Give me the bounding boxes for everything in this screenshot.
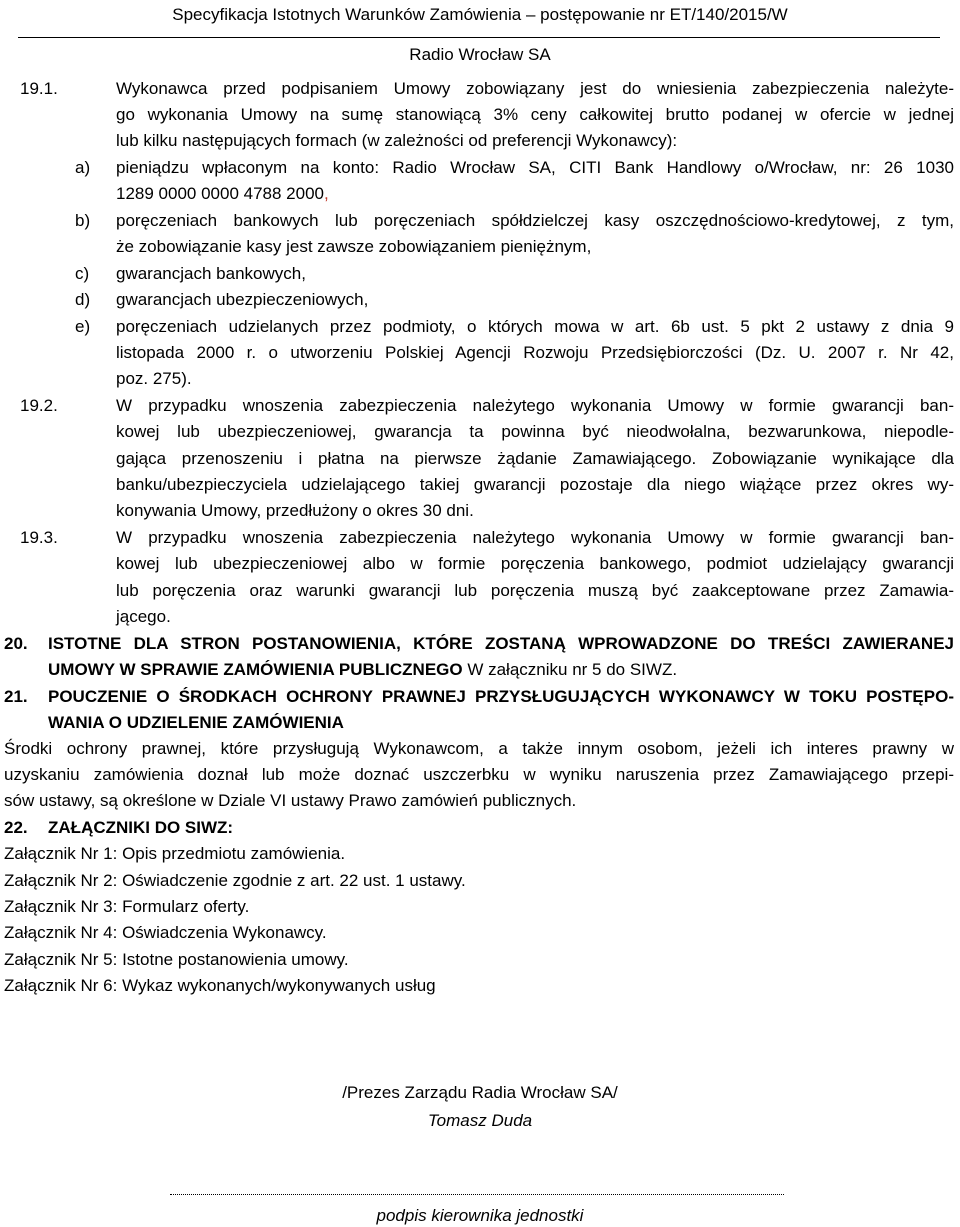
section-heading-rest: W załączniku nr 5 do SIWZ.: [462, 660, 678, 679]
document-title: Specyfikacja Istotnych Warunków Zamówienia – postępowanie nr ET/140/2015/W: [172, 5, 788, 24]
section-number: 19.3.: [20, 528, 58, 547]
section-number: 21.: [4, 687, 28, 706]
paragraph-line: lub kilku następujących formach (w zależności od preferencji Wykonawcy):: [116, 131, 678, 150]
list-item-line: poręczeniach udzielanych przez podmioty, o których mowa w art. 6b ust. 5 pkt 2 ustawy z dnia 9: [116, 317, 954, 336]
header-rule: [18, 37, 940, 38]
paragraph-line: uzyskaniu zamówienia doznał lub może doznać uszczerbku w wyniku naruszenia przez Zamawiającego przepi-: [4, 765, 954, 784]
signatory-title: /Prezes Zarządu Radia Wrocław SA/: [342, 1083, 618, 1102]
attachment-item: Załącznik Nr 1: Opis przedmiotu zamówienia.: [4, 844, 346, 863]
signature-line: [170, 1194, 784, 1195]
attachment-item: Załącznik Nr 6: Wykaz wykonanych/wykonywanych usług: [4, 976, 436, 995]
paragraph-line: Wykonawca przed podpisaniem Umowy zobowiązany jest do wniesienia zabezpieczenia należyte-: [116, 79, 954, 98]
section-heading: ZAŁĄCZNIKI DO SIWZ:: [48, 818, 234, 837]
paragraph-line: lub poręczenia oraz warunki gwarancji lub poręczenia muszą być zaakceptowane przez Zamawia-: [116, 581, 954, 600]
attachment-item: Załącznik Nr 5: Istotne postanowienia umowy.: [4, 950, 349, 969]
list-item-line: listopada 2000 r. o utworzeniu Polskiej Agencji Rozwoju Przedsiębiorczości (Dz. U. 2007 r. Nr 42,: [116, 343, 954, 362]
list-item-line: pieniądzu wpłaconym na konto: Radio Wrocław SA, CITI Bank Handlowy o/Wrocław, nr: 26 1030: [116, 158, 954, 177]
paragraph-line: go wykonania Umowy na sumę stanowiącą 3% ceny całkowitej brutto podanej w ofercie w jednej: [116, 105, 954, 124]
list-marker: b): [75, 211, 91, 230]
list-marker: e): [75, 317, 91, 336]
attachment-item: Załącznik Nr 3: Formularz oferty.: [4, 897, 250, 916]
organization-name: Radio Wrocław SA: [409, 45, 551, 64]
section-heading: ISTOTNE DLA STRON POSTANOWIENIA, KTÓRE ZOSTANĄ WPROWADZONE DO TREŚCI ZAWIERANEJ: [48, 634, 954, 653]
paragraph-line: banku/ubezpieczyciela udzielającego takiej gwarancji pozostaje dla niego wiążące przez okres wy-: [116, 475, 954, 494]
section-heading: WANIA O UDZIELENIE ZAMÓWIENIA: [48, 713, 344, 732]
list-item-line: poręczeniach bankowych lub poręczeniach spółdzielczej kasy oszczędnościowo-kredytowej, z tym,: [116, 211, 954, 230]
signature-caption: podpis kierownika jednostki: [376, 1206, 584, 1225]
list-marker: c): [75, 264, 90, 283]
attachment-item: Załącznik Nr 4: Oświadczenia Wykonawcy.: [4, 923, 327, 942]
paragraph-line: sów ustawy, są określone w Dziale VI ustawy Prawo zamówień publicznych.: [4, 791, 577, 810]
attachment-item: Załącznik Nr 2: Oświadczenie zgodnie z art. 22 ust. 1 ustawy.: [4, 871, 466, 890]
section-number: 19.1.: [20, 79, 58, 98]
paragraph-line: W przypadku wnoszenia zabezpieczenia należytego wykonania Umowy w formie gwarancji ban-: [116, 528, 954, 547]
list-item-line: gwarancjach ubezpieczeniowych,: [116, 290, 369, 309]
section-number: 20.: [4, 634, 28, 653]
paragraph-line: Środki ochrony prawnej, które przysługują Wykonawcom, a także innym osobom, jeżeli ich interes prawny w: [4, 739, 954, 758]
paragraph-line: kowej lub ubezpieczeniowej albo w formie poręczenia bankowego, podmiot udzielający gwarancji: [116, 554, 954, 573]
list-item-line: [116, 183, 329, 205]
paragraph-line: kowej lub ubezpieczeniowej, gwarancja ta powinna być nieodwołalna, bezwarunkowa, niepodle-: [116, 422, 954, 441]
paragraph-line: jącego.: [116, 607, 171, 626]
list-marker: a): [75, 158, 91, 177]
section-number: 19.2.: [20, 396, 58, 415]
list-item-line: gwarancjach bankowych,: [116, 264, 306, 283]
signatory-name: Tomasz Duda: [427, 1111, 533, 1130]
paragraph-line: konywania Umowy, przedłużony o okres 30 dni.: [116, 501, 474, 520]
paragraph-line: gająca przenoszeniu i płatna na pierwsze żądanie Zamawiającego. Zobowiązanie wynikające dla: [116, 449, 954, 468]
account-number-end: 1289 0000 0000 4788 2000: [116, 184, 324, 203]
list-item-line: że zobowiązanie kasy jest zawsze zobowiązaniem pieniężnym,: [116, 237, 592, 256]
red-comma: ,: [323, 184, 329, 203]
list-item-line: poz. 275).: [116, 369, 192, 388]
section-heading-line: [48, 659, 677, 681]
section-heading: POUCZENIE O ŚRODKACH OCHRONY PRAWNEJ PRZYSŁUGUJĄCYCH WYKONAWCY W TOKU POSTĘPO-: [48, 687, 954, 706]
list-marker: d): [75, 290, 91, 309]
paragraph-line: W przypadku wnoszenia zabezpieczenia należytego wykonania Umowy w formie gwarancji ban-: [116, 396, 954, 415]
section-heading-bold: UMOWY W SPRAWIE ZAMÓWIENIA PUBLICZNEGO: [48, 660, 463, 679]
section-number: 22.: [4, 818, 28, 837]
